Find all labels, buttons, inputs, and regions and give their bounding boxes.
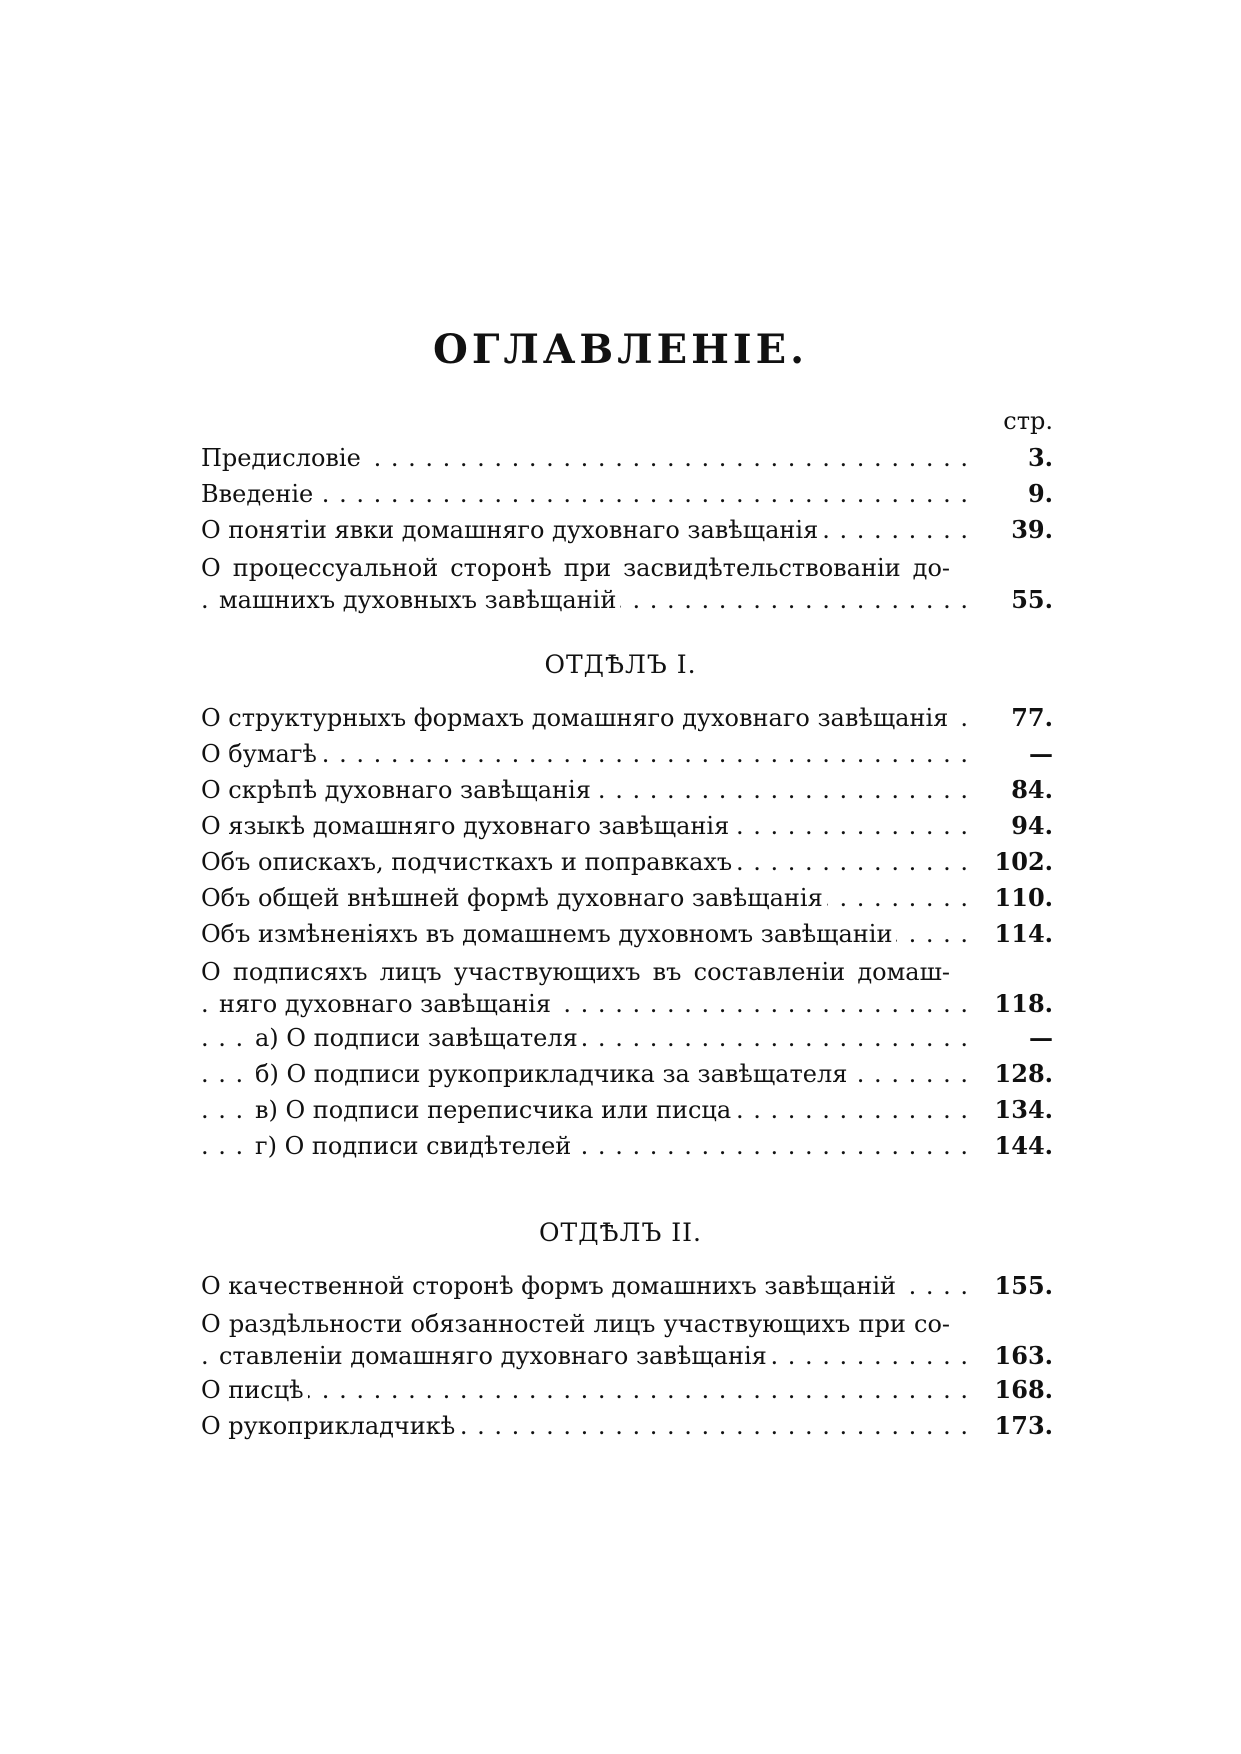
toc-entry-label: Объ измѣненіяхъ въ домашнемъ духовномъ завѣщаніи: [201, 920, 896, 948]
toc-entry-label: Объ общей внѣшней формѣ духовнаго завѣщанія: [201, 884, 827, 912]
toc-subentry-page: 144.: [994, 1131, 1053, 1160]
toc-entry[interactable]: [201, 1372, 1053, 1408]
toc-entry-page: 102.: [994, 847, 1053, 876]
toc-entry-label: Введеніе: [201, 480, 317, 508]
toc-entry-page: 168.: [994, 1375, 1053, 1404]
toc-entry-label-line2: машнихъ духовныхъ завѣщаній: [219, 586, 620, 614]
toc-entry-page: 110.: [994, 883, 1053, 912]
section-heading-1: ОТДѢЛЪ I.: [544, 650, 697, 679]
toc-entry-label: Предисловіе: [201, 444, 365, 472]
toc-section-2: [201, 1268, 1053, 1444]
toc-subentry[interactable]: [201, 1056, 1053, 1092]
toc-entry-page: 55.: [1011, 585, 1053, 614]
toc-entry-multiline[interactable]: [201, 1308, 1053, 1372]
toc-entry-page: 84.: [1011, 775, 1053, 804]
toc-subentry-page: 128.: [994, 1059, 1053, 1088]
toc-entry-page: 39.: [1011, 515, 1053, 544]
toc-subentry-label: а) О подписи завѣщателя: [255, 1024, 582, 1052]
toc-entry-label-line1: О процессуальной сторонѣ при засвидѣтельствованіи до-: [201, 554, 950, 582]
toc-entry[interactable]: [201, 808, 1053, 844]
toc-entry-page: 163.: [994, 1341, 1053, 1370]
toc-entry-label: О писцѣ: [201, 1376, 308, 1404]
toc-entry-label-line2: ставленіи домашняго духовнаго завѣщанія: [219, 1342, 771, 1370]
toc-entry-page: 94.: [1011, 811, 1053, 840]
toc-entry-label: О скрѣпѣ духовнаго завѣщанія: [201, 776, 595, 804]
toc-subentry[interactable]: [201, 1128, 1053, 1164]
toc-entry-page: 77.: [1011, 703, 1053, 732]
toc-entry[interactable]: [201, 1268, 1053, 1304]
toc-entry-page: 118.: [994, 989, 1053, 1018]
toc-entry-label: Объ опискахъ, подчисткахъ и поправкахъ: [201, 848, 736, 876]
toc-entry-label: О понятіи явки домашняго духовнаго завѣщанія: [201, 516, 822, 544]
toc-entry-page: 114.: [994, 919, 1053, 948]
toc-entry[interactable]: [201, 440, 1053, 476]
toc-entry[interactable]: [201, 512, 1053, 548]
toc-entry[interactable]: [201, 772, 1053, 808]
toc-entry-label: О рукоприкладчикѣ: [201, 1412, 459, 1440]
page-column-label: стр.: [1003, 407, 1053, 435]
toc-entry[interactable]: [201, 736, 1053, 772]
page-title: ОГЛАВЛЕНІЕ.: [433, 326, 808, 373]
toc-entry-page: —: [1029, 739, 1053, 768]
toc-entry[interactable]: [201, 700, 1053, 736]
toc-section-1: [201, 700, 1053, 1164]
toc-intro: [201, 440, 1053, 616]
toc-entry-multiline[interactable]: [201, 956, 1053, 1020]
toc-entry-page: 9.: [1027, 479, 1053, 508]
section-heading-2: ОТДѢЛЪ II.: [539, 1218, 702, 1247]
toc-entry[interactable]: [201, 1408, 1053, 1444]
toc-subentry-label: б) О подписи рукоприкладчика за завѣщателя: [255, 1060, 851, 1088]
toc-entry-label-line2: няго духовнаго завѣщанія: [219, 990, 555, 1018]
toc-subentry-label: в) О подписи переписчика или писца: [255, 1096, 735, 1124]
toc-entry-page: 173.: [994, 1411, 1053, 1440]
toc-subentry-label: г) О подписи свидѣтелей: [255, 1132, 575, 1160]
toc-entry-label: О языкѣ домашняго духовнаго завѣщанія: [201, 812, 733, 840]
toc-entry-page: 155.: [994, 1271, 1053, 1300]
toc-entry-label: О структурныхъ формахъ домашняго духовнаго завѣщанія: [201, 704, 952, 732]
toc-entry-page: 3.: [1027, 443, 1053, 472]
toc-entry-label-line1: О подписяхъ лицъ участвующихъ въ составленіи домаш-: [201, 958, 950, 986]
toc-entry-label: О бумагѣ: [201, 740, 321, 768]
toc-entry[interactable]: [201, 844, 1053, 880]
toc-entry[interactable]: [201, 916, 1053, 952]
toc-subentry[interactable]: [201, 1020, 1053, 1056]
toc-subentry[interactable]: [201, 1092, 1053, 1128]
toc-subentry-page: —: [1029, 1023, 1053, 1052]
toc-entry-label: О качественной сторонѣ формъ домашнихъ завѣщаній: [201, 1272, 900, 1300]
toc-subentry-page: 134.: [994, 1095, 1053, 1124]
toc-entry[interactable]: [201, 476, 1053, 512]
toc-entry[interactable]: [201, 880, 1053, 916]
toc-entry-label-line1: О раздѣльности обязанностей лицъ участвующихъ при со-: [201, 1310, 950, 1338]
toc-entry-multiline[interactable]: [201, 552, 1053, 616]
